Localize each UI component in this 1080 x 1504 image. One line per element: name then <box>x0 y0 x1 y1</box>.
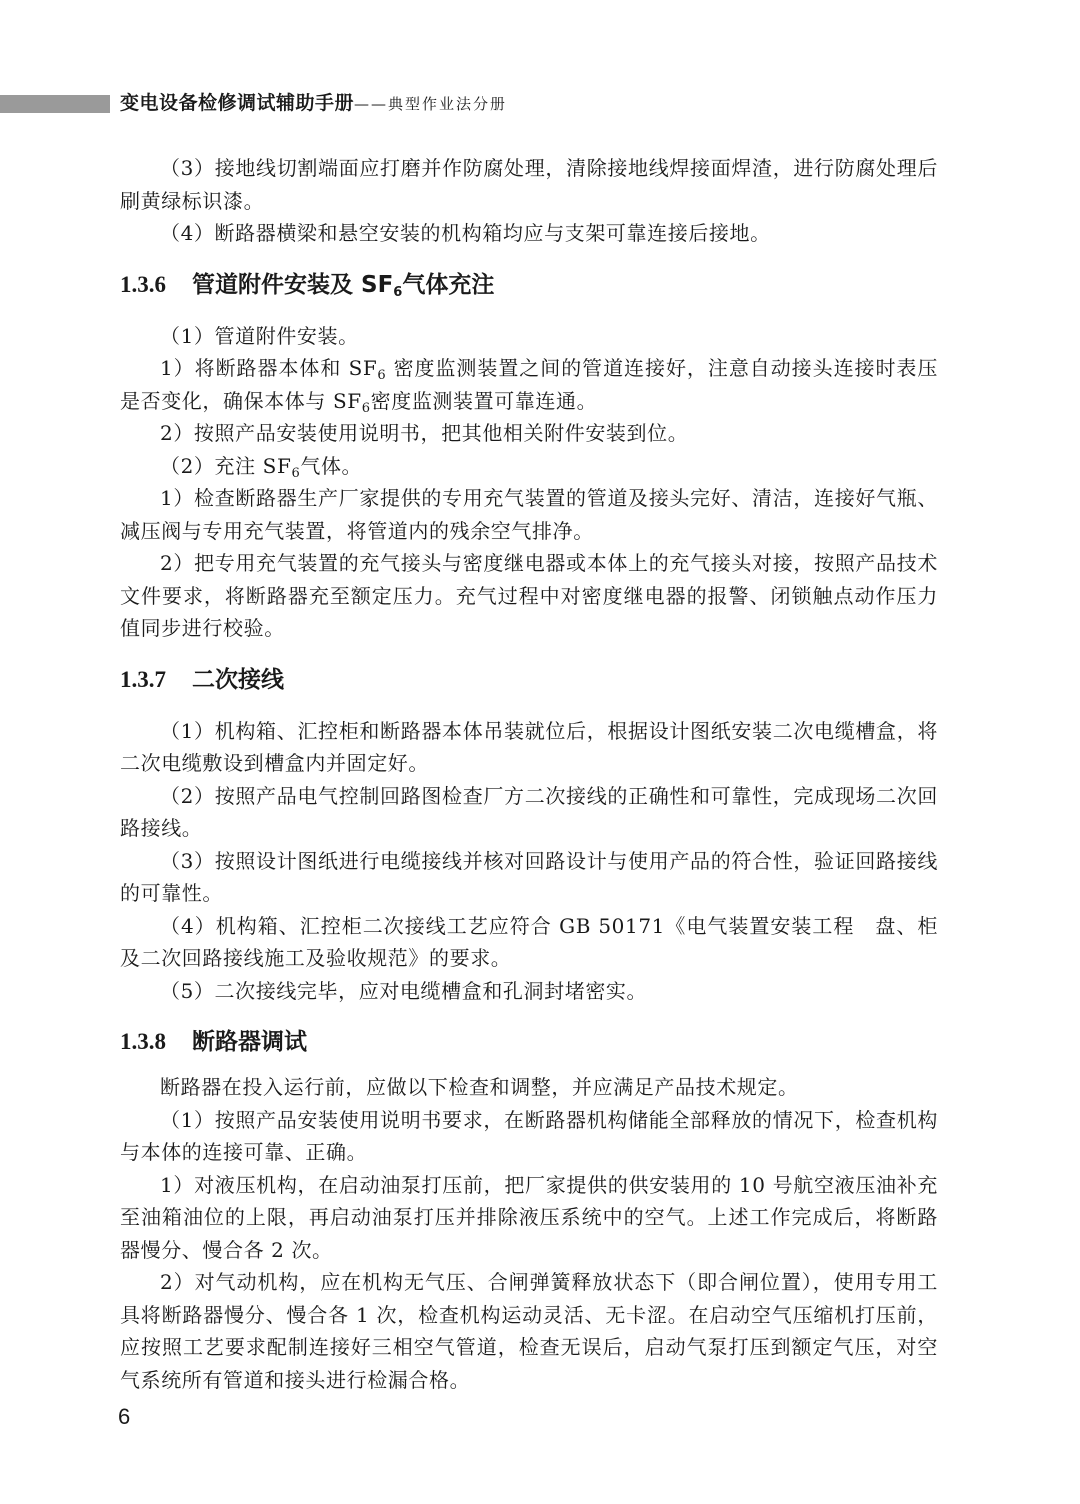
paragraph: （5）二次接线完毕，应对电缆槽盒和孔洞封堵密实。 <box>160 978 648 1003</box>
paragraph: 2）按照产品安装使用说明书，把其他相关附件安装到位。 <box>160 421 689 445</box>
subscript: 6 <box>377 368 387 383</box>
paragraph: （3）接地线切割端面应打磨并作防腐处理，清除接地线焊接面焊渣，进行防腐处理后刷黄绿标识漆。 <box>120 156 938 213</box>
paragraph: 2）对气动机构，应在机构无气压、合闸弹簧释放状态下（即合闸位置），使用专用工具将断路器慢分、慢合各 1 次，检查机构运动灵活、无卡涩。在启动空气压缩机打压前，应按照工艺要求配制连接好三相空气管道，检查无误后，启动气泵打压到额定气压，对空气系统所有管道和接头进行检漏合格。 <box>120 1270 938 1392</box>
book-subtitle: 典型作业法分册 <box>388 95 508 113</box>
paragraph: 断路器在投入运行前，应做以下检查和调整，并应满足产品技术规定。 <box>160 1075 799 1099</box>
section-title: 断路器调试 <box>192 1029 307 1055</box>
section-number: 1.3.7 <box>120 666 166 692</box>
section-title: 二次接线 <box>192 666 284 693</box>
paragraph: （3）按照设计图纸进行电缆接线并核对回路设计与使用产品的符合性，验证回路接线的可靠性。 <box>120 848 938 905</box>
section-title-part: 气体充注 <box>402 271 495 298</box>
text-run: 密度监测装置可靠连通。 <box>370 388 598 413</box>
section-number: 1.3.6 <box>120 271 166 297</box>
text-run: 1）将断路器本体和 SF <box>160 356 378 380</box>
header-decor-bar <box>0 95 110 113</box>
section-heading-1-3-8 <box>120 1013 938 1071</box>
subscript: 6 <box>393 284 403 300</box>
paragraph: （1）管道附件安装。 <box>160 323 359 348</box>
paragraph: （4）机构箱、汇控柜二次接线工艺应符合 GB 50171《电气装置安装工程 盘、柜及二次回路接线施工及验收规范》的要求。 <box>120 913 938 970</box>
paragraph: （1）按照产品安装使用说明书要求，在断路器机构储能全部释放的情况下，检查机构与本体的连接可靠、正确。 <box>120 1107 938 1164</box>
section-heading-1-3-7 <box>120 651 938 709</box>
text-run: 密度监测装置之间的管道连接好，注意自动接头连接时表压是否变化，确保本体与 SF <box>120 356 938 413</box>
paragraph <box>120 450 938 483</box>
book-title: 变电设备检修调试辅助手册 <box>120 92 355 114</box>
section-number: 1.3.8 <box>120 1029 166 1054</box>
paragraph: （1）机构箱、汇控柜和断路器本体吊装就位后，根据设计图纸安装二次电缆槽盒，将二次电缆敷设到槽盒内并固定好。 <box>120 718 938 775</box>
section-title-part: 管道附件安装及 SF <box>192 271 394 298</box>
subscript: 6 <box>361 400 371 416</box>
paragraph: 2）把专用充气装置的充气接头与密度继电器或本体上的充气接头对接，按照产品技术文件要求，将断路器充至额定压力。充气过程中对密度继电器的报警、闭锁触点动作压力值同步进行校验。 <box>120 551 938 640</box>
section-heading-1-3-6 <box>120 256 938 314</box>
subscript: 6 <box>291 465 301 481</box>
text-run: 气体。 <box>300 453 363 478</box>
header-separator: —— <box>354 95 389 113</box>
paragraph: 1）检查断路器生产厂家提供的专用充气装置的管道及接头完好、清洁，连接好气瓶、减压阀与专用充气装置，将管道内的残余空气排净。 <box>120 486 938 543</box>
paragraph: （4）断路器横梁和悬空安装的机构箱均应与支架可靠连接后接地。 <box>160 221 771 245</box>
page-body <box>120 152 938 1396</box>
paragraph: （2）按照产品电气控制回路图检查厂方二次接线的正确性和可靠性，完成现场二次回路接线。 <box>120 783 938 840</box>
paragraph <box>120 352 938 417</box>
paragraph: 1）对液压机构，在启动油泵打压前，把厂家提供的供安装用的 10 号航空液压油补充至油箱油位的上限，再启动油泵打压并排除液压系统中的空气。上述工作完成后，将断路器慢分、慢合各 2 次。 <box>120 1172 938 1262</box>
text-run: （2）充注 SF <box>160 453 292 478</box>
running-header <box>120 90 507 116</box>
page-number: 6 <box>118 1404 131 1429</box>
